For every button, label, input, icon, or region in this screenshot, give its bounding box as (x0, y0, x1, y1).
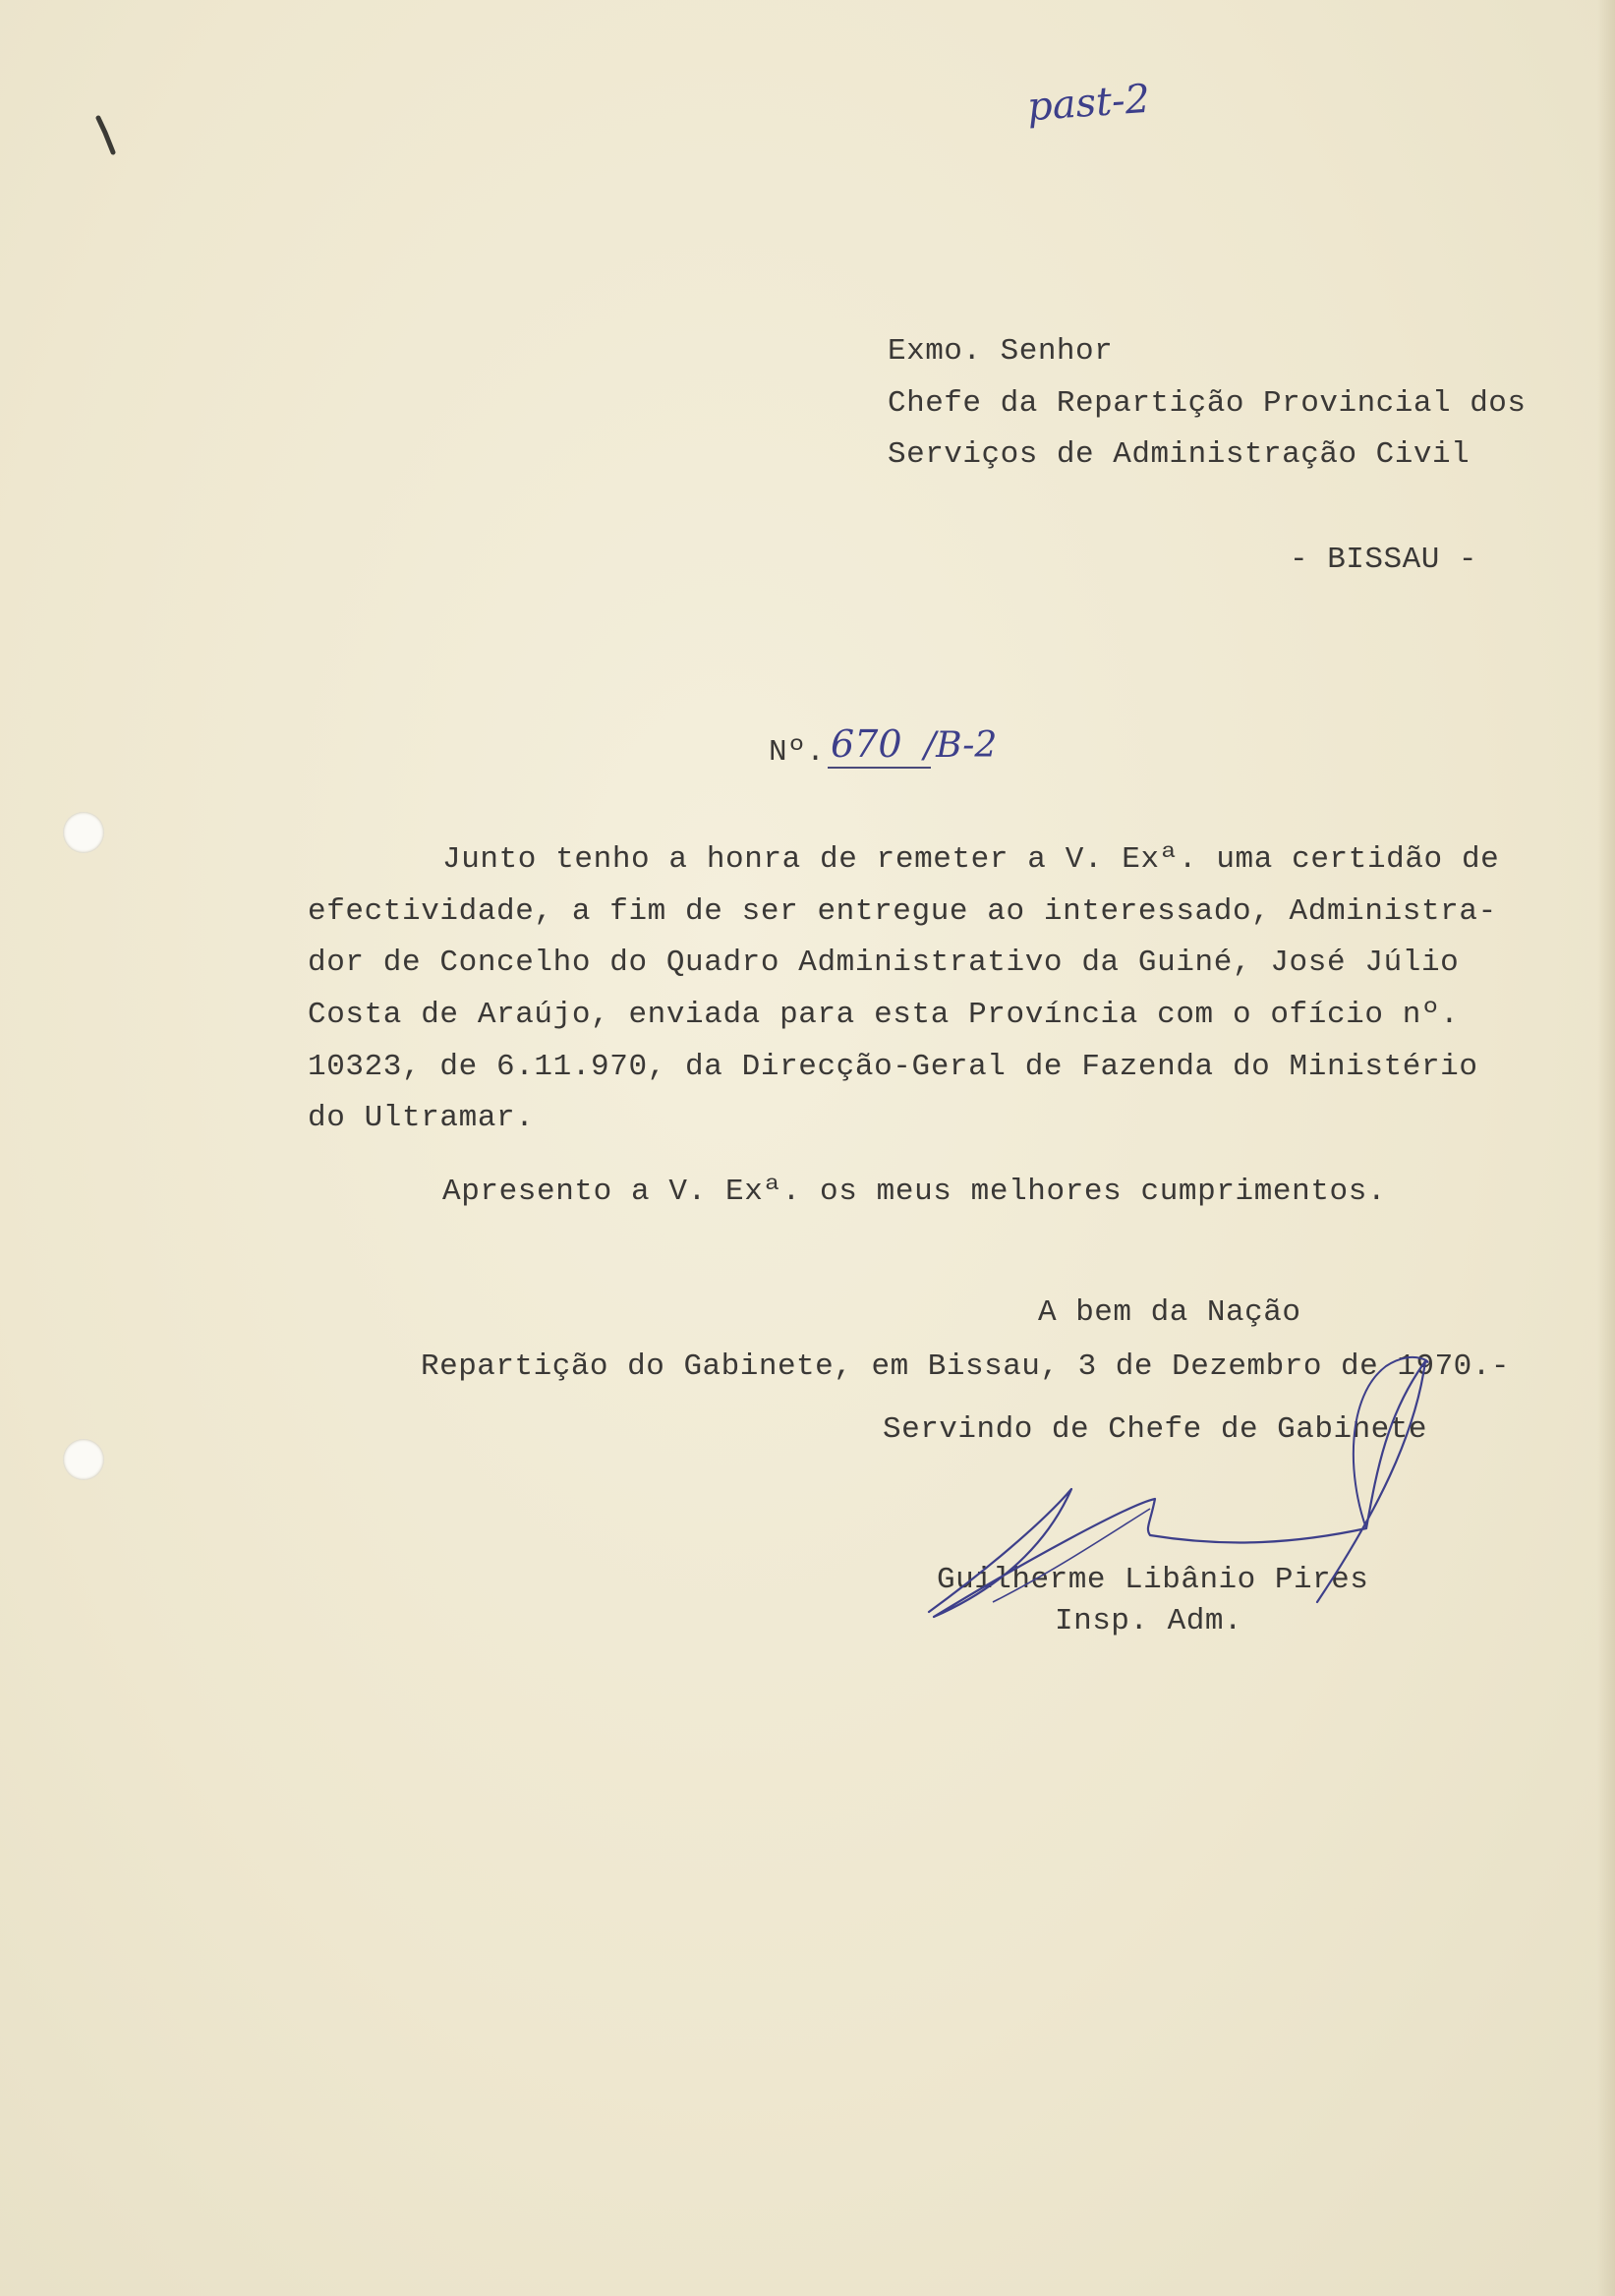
body-line: dor de Concelho do Quadro Administrativo da Guiné, José Júlio (308, 946, 1460, 980)
signatory-name: Guilherme Libânio Pires (937, 1563, 1369, 1597)
handwritten-signature-icon (904, 1307, 1612, 1661)
body-line: Costa de Araújo, enviada para esta Província com o ofício nº. (308, 998, 1460, 1032)
signatory-title: Insp. Adm. (1055, 1604, 1243, 1638)
ink-mark-icon (93, 113, 123, 162)
addressee-city: - BISSAU - (1290, 543, 1478, 577)
reference-suffix-handwritten: /B-2 (924, 725, 998, 766)
punch-hole-upper (63, 812, 104, 853)
paper-edge-shadow (1597, 0, 1615, 2296)
reference-prefix: Nº. (769, 735, 826, 770)
addressee-line-2: Chefe da Repartição Provincial dos (888, 386, 1527, 421)
addressee-line-3: Serviços de Administração Civil (888, 437, 1471, 472)
body-line: efectividade, a fim de ser entregue ao interessado, Administra- (308, 894, 1497, 929)
motto: A bem da Nação (1038, 1295, 1301, 1330)
body-line: do Ultramar. (308, 1101, 535, 1135)
reference-number-handwritten: 670 (831, 722, 902, 766)
addressee-line-1: Exmo. Senhor (888, 334, 1114, 369)
punch-hole-lower (63, 1439, 104, 1480)
reference-underline (828, 767, 931, 769)
body-line: 10323, de 6.11.970, da Direcção-Geral de Fazenda do Ministério (308, 1050, 1478, 1084)
closing-line: Apresento a V. Exª. os meus melhores cumprimentos. (442, 1175, 1387, 1209)
handwritten-annotation-top: past-2 (1025, 76, 1152, 131)
place-date: Repartição do Gabinete, em Bissau, 3 de Dezembro de 1970.- (421, 1349, 1510, 1384)
body-line: Junto tenho a honra de remeter a V. Exª. uma certidão de (442, 842, 1500, 877)
signatory-role: Servindo de Chefe de Gabinete (883, 1412, 1427, 1447)
